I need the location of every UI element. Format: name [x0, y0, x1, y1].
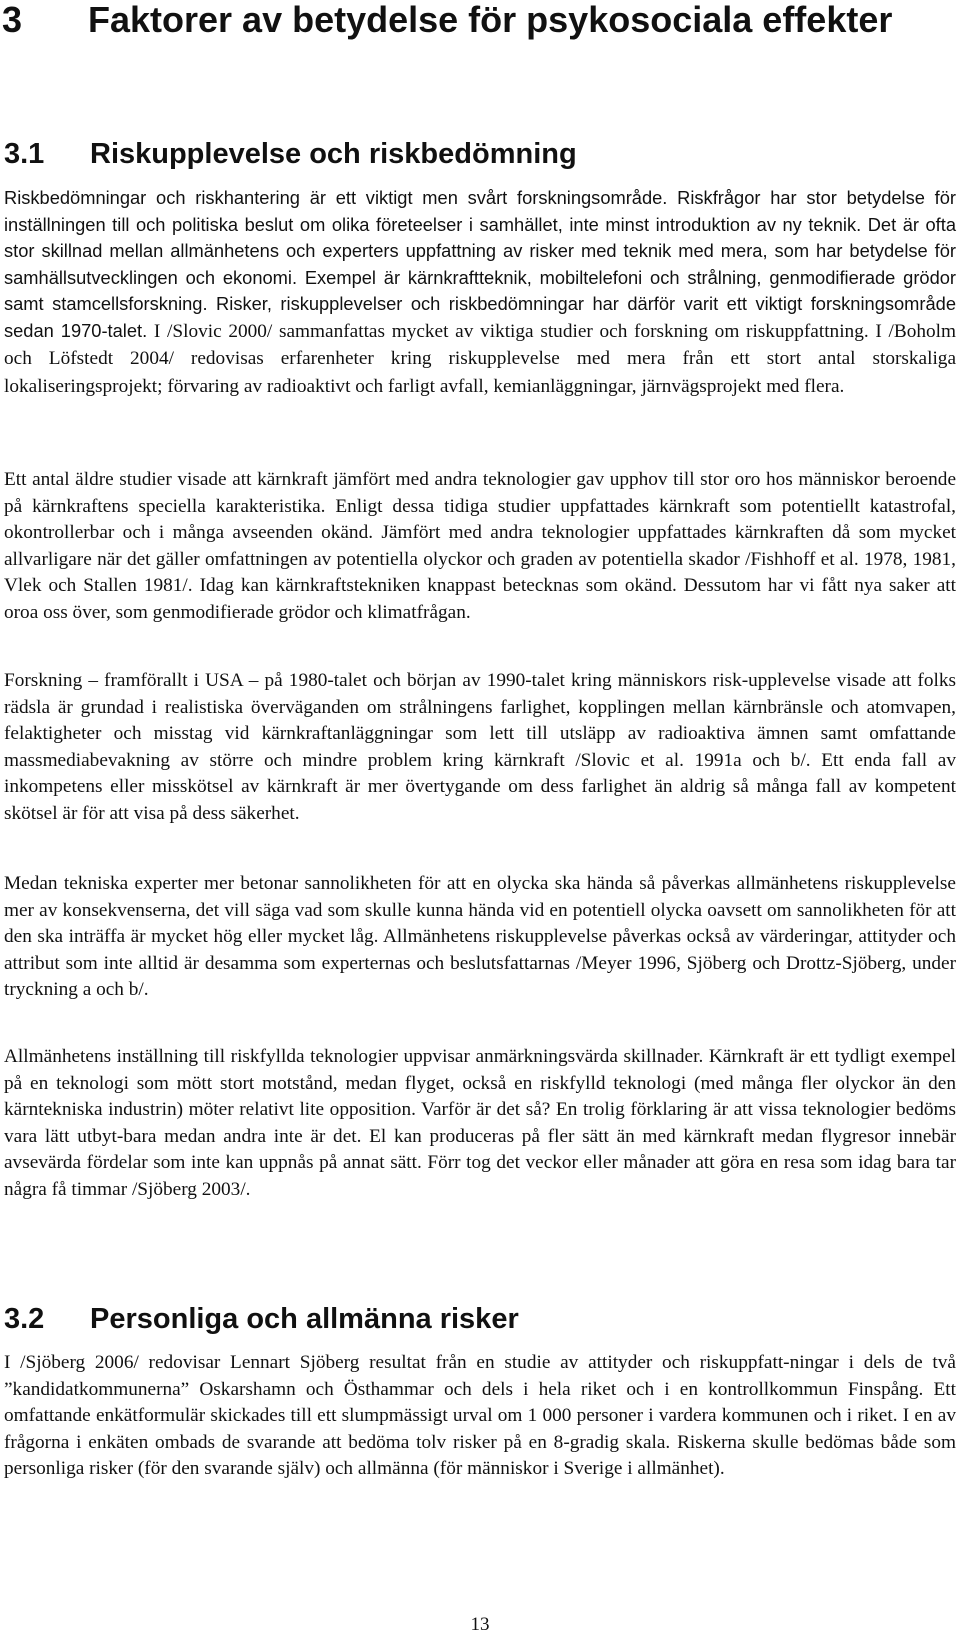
- paragraph: Ett antal äldre studier visade att kärnkraft jämfört med andra teknologier gav upphov till stor oro hos människor beroende på kärnkraftens speciella karakteristika. Enligt dessa tidiga studier uppfattades kärnkraft som potentiellt katastrofal, okontrollerbar och i många avseenden okänd. Jämfört med andra teknologier uppfattades kärnkraften då som mycket allvarligare när det gäller omfattningen av potentiella olyckor och graden av potentiella skador /Fishhoff et al. 1978, 1981, Vlek och Stallen 1981/. Idag kan kärnkraftstekniken knappast betecknas som okänd. Dessutom har vi fått nya saker att oroa oss över, som genmodifierade grödor och klimatfrågan.: [4, 469, 956, 623]
- paragraph: Allmänhetens inställning till riskfyllda teknologier uppvisar anmärkningsvärda skillnader. Kärnkraft är ett tydligt exempel på en teknologi som mött stort motstånd, medan flyget, också en riskfylld teknologi (med många fler olyckor än den kärntekniska industrin) möter relativt lite opposition. Varför är det så? En trolig förklaring är att vissa teknologier bedöms vara lätt utbyt-bara medan andra inte är det. El kan produceras på fler sätt än med kärnkraft medan flygresor innebär avsevärda fördelar som inte kan uppnås på annat sätt. Förr tog det veckor eller månader att göra en resa som idag bara tar några få timmar /Sjöberg 2003/.: [4, 1046, 956, 1200]
- section-number: 3.2: [4, 1303, 45, 1335]
- chapter-number: 3: [2, 0, 23, 40]
- section-title: Riskupplevelse och riskbedömning: [90, 138, 577, 170]
- paragraph: [4, 185, 956, 400]
- section-title: Personliga och allmänna risker: [90, 1303, 519, 1335]
- paragraph-serif-part: I /Slovic 2000/ sammanfattas mycket av viktiga studier och forskning om riskuppfattning. I /Boholm och Löfstedt 2004/ redovisas erfarenheter kring riskupplevelse med mera från ett stort antal storskaliga lokaliseringsprojekt; förvaring av radioaktivt och farligt avfall, kemianläggningar, järnvägsprojekt med flera.: [4, 320, 956, 397]
- paragraph: Medan tekniska experter mer betonar sannolikheten för att en olycka ska hända så påverkas allmänhetens riskupplevelse mer av konsekvenserna, det vill säga vad som skulle kunna hända vid en potentiell olycka oavsett om sannolikheten för att den ska inträffa är mycket hög eller mycket låg. Allmänhetens riskupplevelse påverkas också av värderingar, attityder och attribut som inte alltid är desamma som experternas och beslutsfattarnas /Meyer 1996, Sjöberg och Drottz-Sjöberg, under tryckning a och b/.: [4, 873, 956, 1000]
- paragraph: I /Sjöberg 2006/ redovisar Lennart Sjöberg resultat från en studie av attityder och riskuppfatt-ningar i dels de två ”kandidatkommunerna” Oskarshamn och Östhammar och dels i hela riket och i en kontrollkommun Finspång. Ett omfattande enkätformulär skickades till ett slumpmässigt urval om 1 000 personer i vardera kommunen och i riket. I en av frågorna i enkäten ombads de svarande att bedöma tolv risker på en 8-gradig skala. Riskerna skulle bedömas både som personliga risker (för den svarande själv) och allmänna (för människor i Sverige i allmänhet).: [4, 1352, 956, 1479]
- chapter-title: Faktorer av betydelse för psykosociala effekter: [88, 0, 893, 40]
- section-heading-3-1: [4, 137, 577, 171]
- chapter-heading: [2, 0, 892, 40]
- paragraph-sans-part: Riskbedömningar och riskhantering är ett viktigt men svårt forskningsområde. Riskfrågor har stor betydelse för inställningen till och politiska beslut om olika företeelser i samhället, inte minst introduktion av ny teknik. Det är ofta stor skillnad mellan allmänhetens och experters uppfattning av risker med teknik med mera, som har betydelse för samhällsutvecklingen och ekonomi. Exempel är kärnkraftteknik, mobiltelefoni och strålning, genmodifierade grödor samt stamcellsforskning. Risker, riskupplevelser och riskbedömningar har därför varit ett viktigt forskningsområde sedan 1970-talet.: [4, 187, 956, 341]
- paragraph: Forskning – framförallt i USA – på 1980-talet och början av 1990-talet kring människors risk-upplevelse visade att folks rädsla är grundad i realistiska överväganden om strålningens farlighet, kopplingen mellan kärnbränsle och atomvapen, felaktigheter och misstag vid kärnkraftanläggningar som lett till utsläpp av radioaktiva ämnen samt omfattande massmediabevakning av större och mindre problem kring kärnkraft /Slovic et al. 1991a och b/. Ett enda fall av inkompetens eller misskötsel av kärnkraft är mer övertygande om dess farlighet än aldrig så många fall av kompetent skötsel är för att visa på dess säkerhet.: [4, 670, 956, 824]
- section-number: 3.1: [4, 138, 45, 170]
- section-heading-3-2: [4, 1302, 519, 1336]
- page-number: 13: [470, 1614, 490, 1635]
